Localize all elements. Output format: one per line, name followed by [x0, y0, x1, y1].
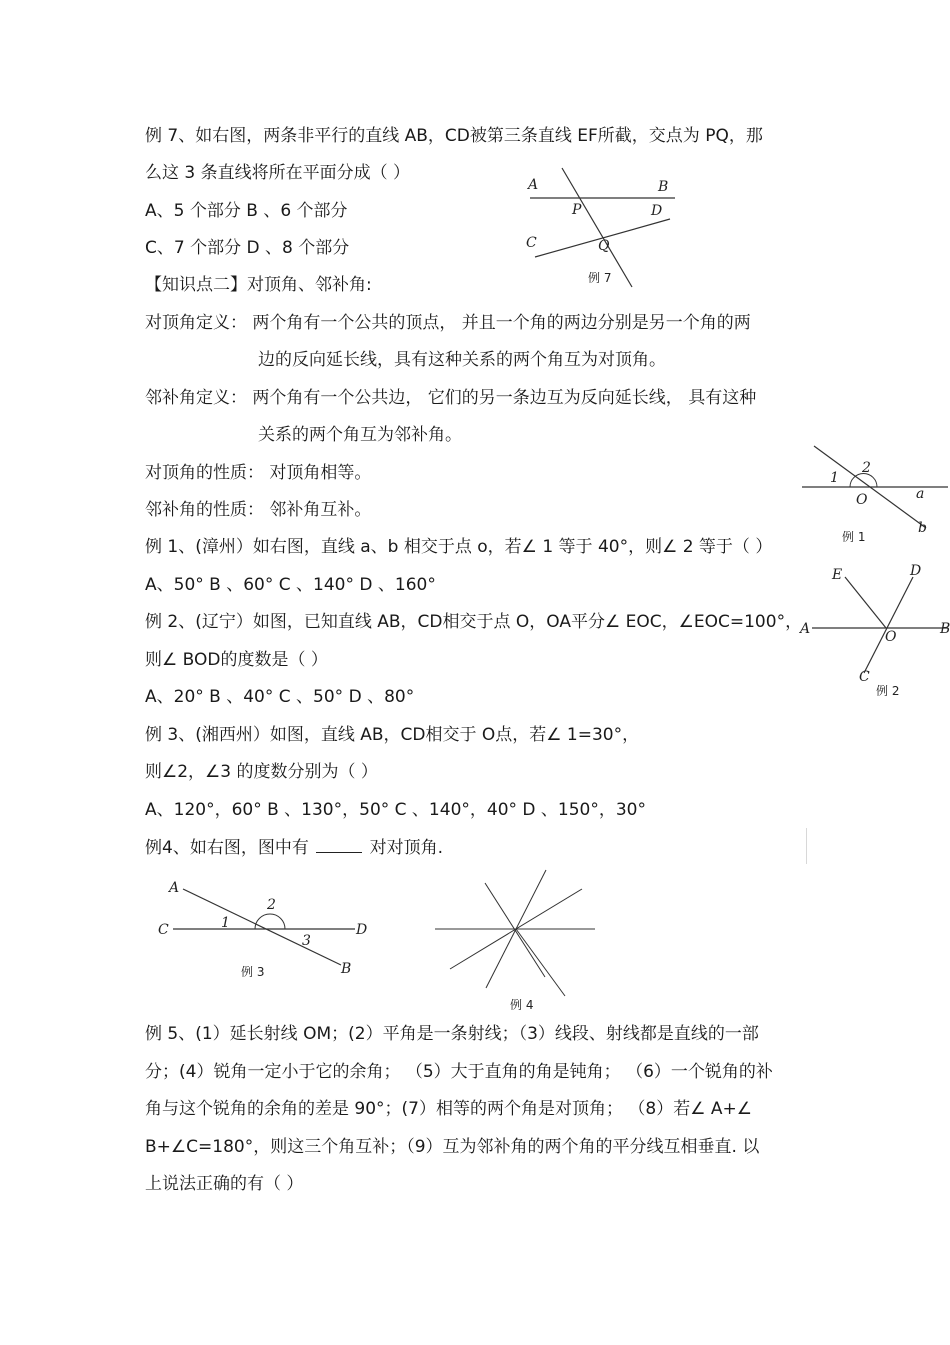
example2-question-line1: 例 2、(辽宁）如图，已知直线 AB，CD相交于点 O，OA平分∠ EOC，∠EOC=100°，: [145, 612, 803, 632]
angle-label-1: 1: [221, 915, 230, 931]
label-c: C: [859, 669, 870, 685]
right-margin-rule: [806, 828, 807, 864]
answer-blank: [316, 836, 362, 853]
label-e: E: [832, 567, 843, 583]
line-ab: [183, 889, 341, 965]
example2-options: A、20° B 、40° C 、50° D 、80°: [145, 687, 415, 707]
example5-line4: B+∠C=180°，则这三个角互补；（9）互为邻补角的两个角的平分线互相垂直. 以: [145, 1137, 760, 1157]
angle-label-3: 3: [302, 933, 311, 949]
example5-line2: 分；(4）锐角一定小于它的余角； （5）大于直角的角是钝角； （6）一个锐角的补: [145, 1062, 773, 1082]
label-d: D: [356, 922, 368, 938]
vertical-angle-definition: 对顶角定义： 两个角有一个公共的顶点， 并且一个角的两边分别是另一个角的两: [145, 313, 751, 333]
angle-arc: [255, 914, 285, 929]
label-q: Q: [598, 238, 610, 254]
label-c: C: [526, 235, 537, 251]
line-ef: [562, 168, 632, 287]
example4-question-text: 例4、如右图，图中有: [145, 838, 309, 858]
label-b: B: [658, 179, 669, 195]
example4-question-suffix: 对对顶角.: [369, 838, 444, 858]
vertical-angle-definition-cont: 边的反向延长线，具有这种关系的两个角互为对顶角。: [258, 350, 666, 370]
figure-caption: 例 4: [510, 998, 534, 1012]
figure-caption: 例 3: [241, 965, 265, 979]
example3-question-line2: 则∠2，∠3 的度数分别为（ ）: [145, 762, 378, 782]
adjacent-angle-definition: 邻补角定义： 两个角有一个公共边， 它们的另一条边互为反向延长线， 具有这种: [145, 388, 757, 408]
example7-question-line1: 例 7、如右图，两条非平行的直线 AB，CD被第三条直线 EF所截，交点为 PQ，那: [145, 126, 763, 146]
figure-example2: [800, 565, 950, 700]
figure-caption: 例 7: [588, 271, 612, 285]
line-5: [516, 929, 565, 996]
example4-question: [145, 836, 443, 859]
example7-options-cd: C、7 个部分 D 、8 个部分: [145, 238, 350, 258]
example1-options: A、50° B 、60° C 、140° D 、160°: [145, 575, 436, 595]
ray-oe: [845, 577, 886, 628]
label-a: A: [169, 880, 180, 896]
label-b-line: b: [918, 520, 927, 536]
example2-question-line2: 则∠ BOD的度数是（ ）: [145, 650, 328, 670]
label-o: O: [856, 492, 868, 508]
adjacent-angle-property: 邻补角的性质： 邻补角互补。: [145, 500, 372, 520]
example7-options-ab: A、5 个部分 B 、6 个部分: [145, 201, 348, 221]
example5-line3: 角与这个锐角的余角的差是 90°；(7）相等的两个角是对顶角； （8）若∠ A+∠: [145, 1099, 752, 1119]
figure-example7: [520, 165, 680, 290]
figure-example4: [430, 865, 605, 1015]
example3-question-line1: 例 3、(湘西州）如图，直线 AB，CD相交于 O点，若∠ 1=30°，: [145, 725, 640, 745]
example3-options: A、120°，60° B 、130°，50° C 、140°，40° D 、150°，30°: [145, 800, 646, 820]
line-cd: [864, 577, 913, 673]
label-a-line: a: [916, 486, 925, 502]
label-a: A: [800, 621, 811, 637]
example1-question: 例 1、(漳州）如右图，直线 a、b 相交于点 o，若∠ 1 等于 40°，则∠ 2 等于（ ）: [145, 537, 773, 557]
label-o: O: [885, 629, 897, 645]
figure-example3: [155, 875, 375, 985]
adjacent-angle-definition-cont: 关系的两个角互为邻补角。: [258, 425, 462, 445]
angle-label-2: 2: [862, 460, 871, 476]
example5-line5: 上说法正确的有（ ）: [145, 1174, 304, 1194]
label-b: B: [940, 621, 950, 637]
label-d: D: [651, 203, 663, 219]
label-c: C: [158, 922, 169, 938]
label-p: P: [572, 202, 582, 218]
vertical-angle-property: 对顶角的性质： 对顶角相等。: [145, 463, 372, 483]
label-d: D: [910, 563, 922, 579]
angle-label-2: 2: [267, 897, 276, 913]
figure-caption: 例 2: [876, 684, 900, 698]
example7-question-line2: 么这 3 条直线将所在平面分成（ ）: [145, 163, 411, 183]
knowledge-point-2-heading: 【知识点二】对顶角、邻补角:: [145, 275, 372, 295]
angle-label-1: 1: [830, 470, 839, 486]
label-b: B: [341, 961, 352, 977]
figure-caption: 例 1: [842, 530, 866, 544]
label-a: A: [528, 177, 539, 193]
figure-example1: [800, 440, 950, 550]
example5-line1: 例 5、(1）延长射线 OM；(2）平角是一条射线；（3）线段、射线都是直线的一部: [145, 1024, 759, 1044]
